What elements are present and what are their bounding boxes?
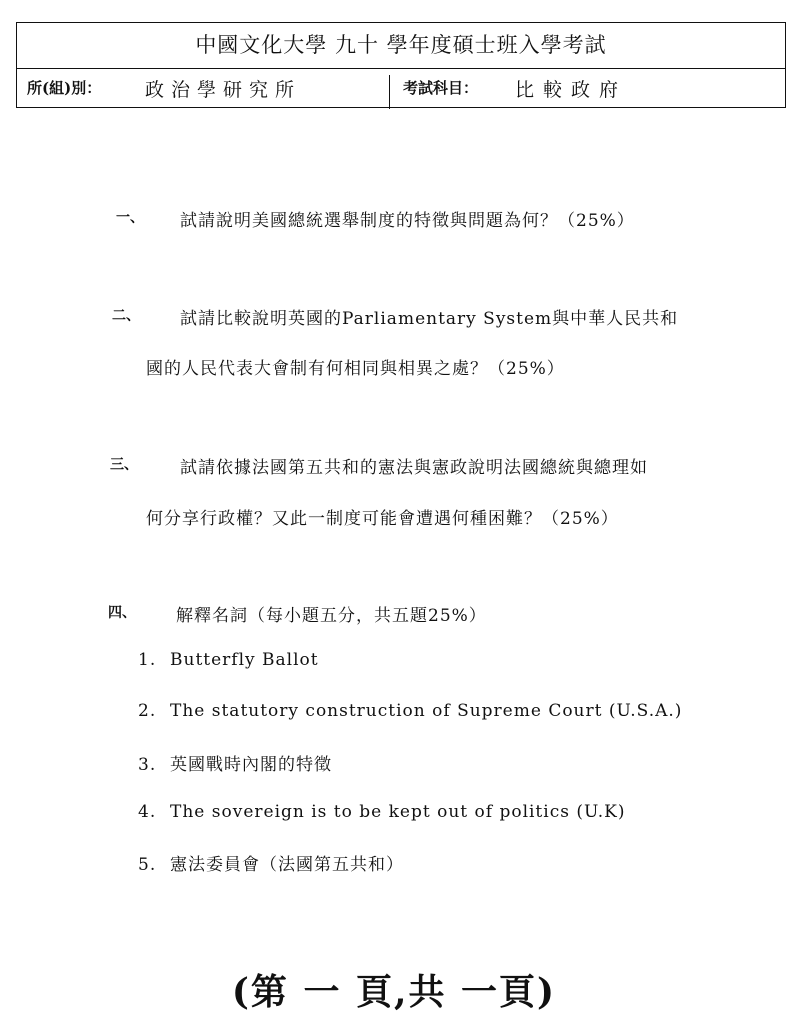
question-1-line-1: 試請說明美國總統選舉制度的特徵與問題為何？（25%） (180, 211, 635, 231)
question-2-line-1: 試請比較說明英國的Parliamentary System與中華人民共和 (180, 309, 679, 329)
term-item-number: 2. (138, 701, 157, 721)
exam-info-row (17, 69, 785, 109)
term-item-number: 5. (138, 855, 157, 875)
question-2-line-2: 國的人民代表大會制有何相同與相異之處？（25%） (146, 359, 565, 379)
question-3-number: 三、 (110, 457, 138, 473)
term-item-4 (138, 802, 626, 822)
question-1-number: 一、 (116, 210, 144, 226)
term-item-number: 4. (138, 802, 157, 822)
header-divider (389, 75, 390, 109)
question-4-number: 四、 (108, 605, 136, 621)
subject-value: 比較政府 (515, 79, 628, 101)
term-item-text: 憲法委員會（法國第五共和） (170, 855, 404, 875)
exam-header (16, 22, 786, 108)
question-2-number: 二、 (112, 308, 140, 324)
term-item-text: 英國戰時內閣的特徵 (170, 755, 332, 775)
question-4-line-1: 解釋名詞（每小題五分，共五題25%） (176, 606, 487, 626)
question-3-line-2: 何分享行政權？又此一制度可能會遭遇何種困難？（25%） (146, 509, 619, 529)
question-3-line-1: 試請依據法國第五共和的憲法與憲政說明法國總統與總理如 (180, 458, 648, 478)
term-item-3 (138, 750, 332, 775)
term-item-number: 3. (138, 755, 157, 775)
department-label: 所(組)別： (27, 79, 102, 97)
term-item-1 (138, 650, 319, 670)
term-item-text: The sovereign is to be kept out of politics (U.K) (170, 802, 626, 822)
term-item-2 (138, 701, 682, 721)
exam-title: 中國文化大學 九十 學年度碩士班入學考試 (17, 23, 785, 69)
term-item-number: 1. (138, 650, 157, 670)
term-item-text: Butterfly Ballot (170, 650, 319, 670)
department-value: 政治學研究所 (145, 79, 302, 101)
term-item-5 (138, 850, 404, 875)
term-item-text: The statutory construction of Supreme Court (U.S.A.) (170, 701, 683, 721)
page-footer: (第 一 頁,共 一頁) (231, 971, 557, 1013)
subject-label: 考試科目： (403, 79, 479, 97)
